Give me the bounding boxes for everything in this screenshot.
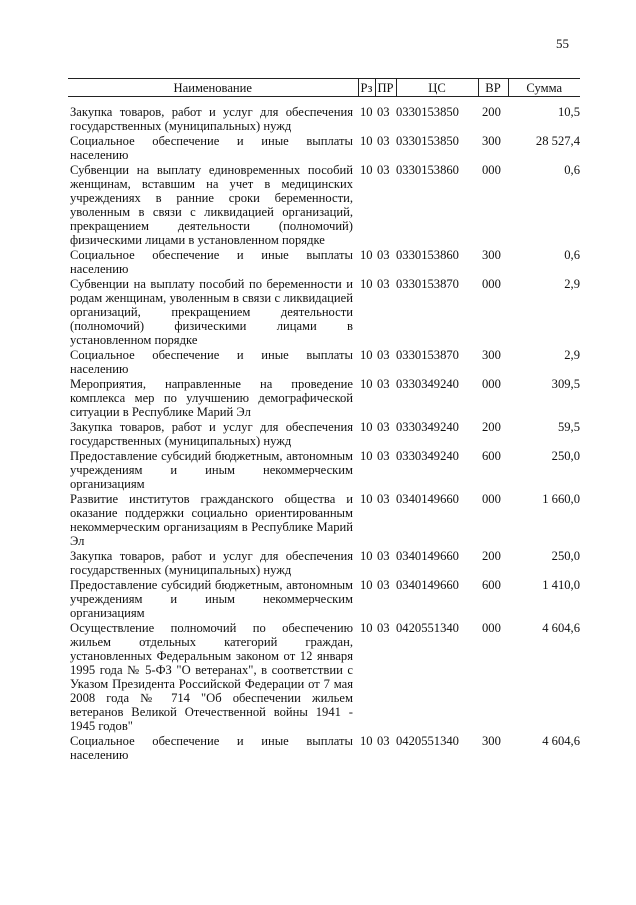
row-vr-cell: 600 — [482, 578, 501, 592]
row-sum-cell: 1 410,0 — [542, 578, 580, 592]
row-cs-cell: 0330349240 — [396, 449, 459, 463]
row-name-cell: Социальное обеспечение и иные выплаты населению — [70, 348, 353, 376]
column-header-cs: ЦС — [396, 79, 478, 97]
table-row — [68, 621, 580, 734]
row-vr-cell: 200 — [482, 420, 501, 434]
row-rz-cell: 10 — [360, 420, 373, 434]
row-cs-cell: 0330153860 — [396, 163, 459, 177]
row-rz-cell: 10 — [360, 549, 373, 563]
row-rz-cell: 10 — [360, 449, 373, 463]
row-cs-cell: 0330349240 — [396, 420, 459, 434]
row-vr-cell: 200 — [482, 549, 501, 563]
row-pr-cell: 03 — [377, 492, 390, 506]
row-pr-cell: 03 — [377, 134, 390, 148]
column-header-vr: ВР — [478, 79, 508, 97]
row-cs-cell: 0340149660 — [396, 492, 459, 506]
row-pr-cell: 03 — [377, 348, 390, 362]
row-pr-cell: 03 — [377, 578, 390, 592]
row-cs-cell: 0340149660 — [396, 549, 459, 563]
column-header-sum: Сумма — [508, 79, 580, 97]
row-cs-cell: 0330153870 — [396, 348, 459, 362]
row-cs-cell: 0420551340 — [396, 621, 459, 635]
row-pr-cell: 03 — [377, 621, 390, 635]
table-row — [68, 449, 580, 492]
row-sum-cell: 10,5 — [557, 105, 580, 119]
row-pr-cell: 03 — [377, 277, 390, 291]
row-vr-cell: 000 — [482, 621, 501, 635]
row-name-cell: Осуществление полномочий по обеспечению жильем отдельных категорий граждан, установленных Федеральным законом от 12 января 1995 года № 5-ФЗ "О ветеранах", в соответствии с Указом Президента Российской Федерации от 7 мая 2008 года № 714 "Об обеспечении жильем ветеранов Великой Отечественной войны 1941 - 1945 годов" — [70, 621, 353, 733]
row-vr-cell: 000 — [482, 377, 501, 391]
row-sum-cell: 4 604,6 — [542, 621, 580, 635]
table-row — [68, 492, 580, 549]
row-pr-cell: 03 — [377, 420, 390, 434]
table-row — [68, 248, 580, 277]
column-header-pr: ПР — [375, 79, 396, 97]
table-row — [68, 578, 580, 621]
row-sum-cell: 0,6 — [564, 163, 580, 177]
row-rz-cell: 10 — [360, 105, 373, 119]
row-cs-cell: 0420551340 — [396, 734, 459, 748]
row-rz-cell: 10 — [360, 377, 373, 391]
row-vr-cell: 600 — [482, 449, 501, 463]
row-cs-cell: 0330153850 — [396, 105, 459, 119]
row-name-cell: Предоставление субсидий бюджетным, автономным учреждениям и иным некоммерческим организациям — [70, 449, 353, 491]
row-pr-cell: 03 — [377, 734, 390, 748]
row-name-cell: Социальное обеспечение и иные выплаты населению — [70, 248, 353, 276]
row-sum-cell: 250,0 — [551, 449, 580, 463]
row-cs-cell: 0330349240 — [396, 377, 459, 391]
table-header — [68, 79, 580, 97]
row-cs-cell: 0330153870 — [396, 277, 459, 291]
row-rz-cell: 10 — [360, 621, 373, 635]
row-rz-cell: 10 — [360, 163, 373, 177]
row-sum-cell: 59,5 — [557, 420, 580, 434]
table-row — [68, 134, 580, 163]
row-name-cell: Закупка товаров, работ и услуг для обеспечения государственных (муниципальных) нужд — [70, 105, 353, 133]
row-rz-cell: 10 — [360, 134, 373, 148]
row-pr-cell: 03 — [377, 163, 390, 177]
row-pr-cell: 03 — [377, 248, 390, 262]
row-rz-cell: 10 — [360, 578, 373, 592]
row-sum-cell: 0,6 — [564, 248, 580, 262]
row-name-cell: Предоставление субсидий бюджетным, автономным учреждениям и иным некоммерческим организациям — [70, 578, 353, 620]
row-cs-cell: 0330153850 — [396, 134, 459, 148]
row-cs-cell: 0330153860 — [396, 248, 459, 262]
row-name-cell: Мероприятия, направленные на проведение комплекса мер по улучшению демографической ситуации в Республике Марий Эл — [70, 377, 353, 419]
row-vr-cell: 200 — [482, 105, 501, 119]
column-header-name: Наименование — [68, 79, 358, 97]
table-body — [68, 97, 580, 764]
row-name-cell: Закупка товаров, работ и услуг для обеспечения государственных (муниципальных) нужд — [70, 420, 353, 448]
table-row — [68, 277, 580, 348]
row-pr-cell: 03 — [377, 377, 390, 391]
table-row — [68, 377, 580, 420]
column-header-rz: Рз — [358, 79, 375, 97]
table-row — [68, 420, 580, 449]
row-cs-cell: 0340149660 — [396, 578, 459, 592]
table-row — [68, 734, 580, 763]
row-sum-cell: 2,9 — [564, 348, 580, 362]
table-row — [68, 549, 580, 578]
row-rz-cell: 10 — [360, 492, 373, 506]
row-vr-cell: 000 — [482, 492, 501, 506]
row-rz-cell: 10 — [360, 348, 373, 362]
row-rz-cell: 10 — [360, 248, 373, 262]
row-sum-cell: 2,9 — [564, 277, 580, 291]
row-pr-cell: 03 — [377, 449, 390, 463]
row-sum-cell: 250,0 — [551, 549, 580, 563]
row-vr-cell: 300 — [482, 348, 501, 362]
table-row — [68, 163, 580, 248]
row-rz-cell: 10 — [360, 734, 373, 748]
row-sum-cell: 4 604,6 — [542, 734, 580, 748]
row-name-cell: Субвенции на выплату единовременных пособий женщинам, вставшим на учет в медицинских учреждениях в ранние сроки беременности, уволенным в связи с ликвидацией организаций, прекращением деятельности (полномочий) физическими лицами в установленном порядке — [70, 163, 353, 247]
row-vr-cell: 300 — [482, 134, 501, 148]
row-name-cell: Развитие институтов гражданского общества и оказание поддержки социально ориентированным некоммерческим организациям в Республике Марий Эл — [70, 492, 353, 548]
row-name-cell: Социальное обеспечение и иные выплаты населению — [70, 734, 353, 762]
table-row — [68, 97, 580, 135]
budget-table — [68, 78, 580, 763]
row-sum-cell: 28 527,4 — [535, 134, 580, 148]
page-number: 55 — [556, 36, 569, 51]
row-pr-cell: 03 — [377, 549, 390, 563]
row-vr-cell: 000 — [482, 163, 501, 177]
row-pr-cell: 03 — [377, 105, 390, 119]
row-name-cell: Закупка товаров, работ и услуг для обеспечения государственных (муниципальных) нужд — [70, 549, 353, 577]
row-vr-cell: 300 — [482, 248, 501, 262]
table-row — [68, 348, 580, 377]
row-rz-cell: 10 — [360, 277, 373, 291]
row-vr-cell: 000 — [482, 277, 501, 291]
row-vr-cell: 300 — [482, 734, 501, 748]
row-name-cell: Субвенции на выплату пособий по беременности и родам женщинам, уволенным в связи с ликвидацией организаций, прекращением деятельности (полномочий) физическими лицами в установленном порядке — [70, 277, 353, 347]
row-sum-cell: 309,5 — [551, 377, 580, 391]
row-sum-cell: 1 660,0 — [542, 492, 580, 506]
row-name-cell: Социальное обеспечение и иные выплаты населению — [70, 134, 353, 162]
